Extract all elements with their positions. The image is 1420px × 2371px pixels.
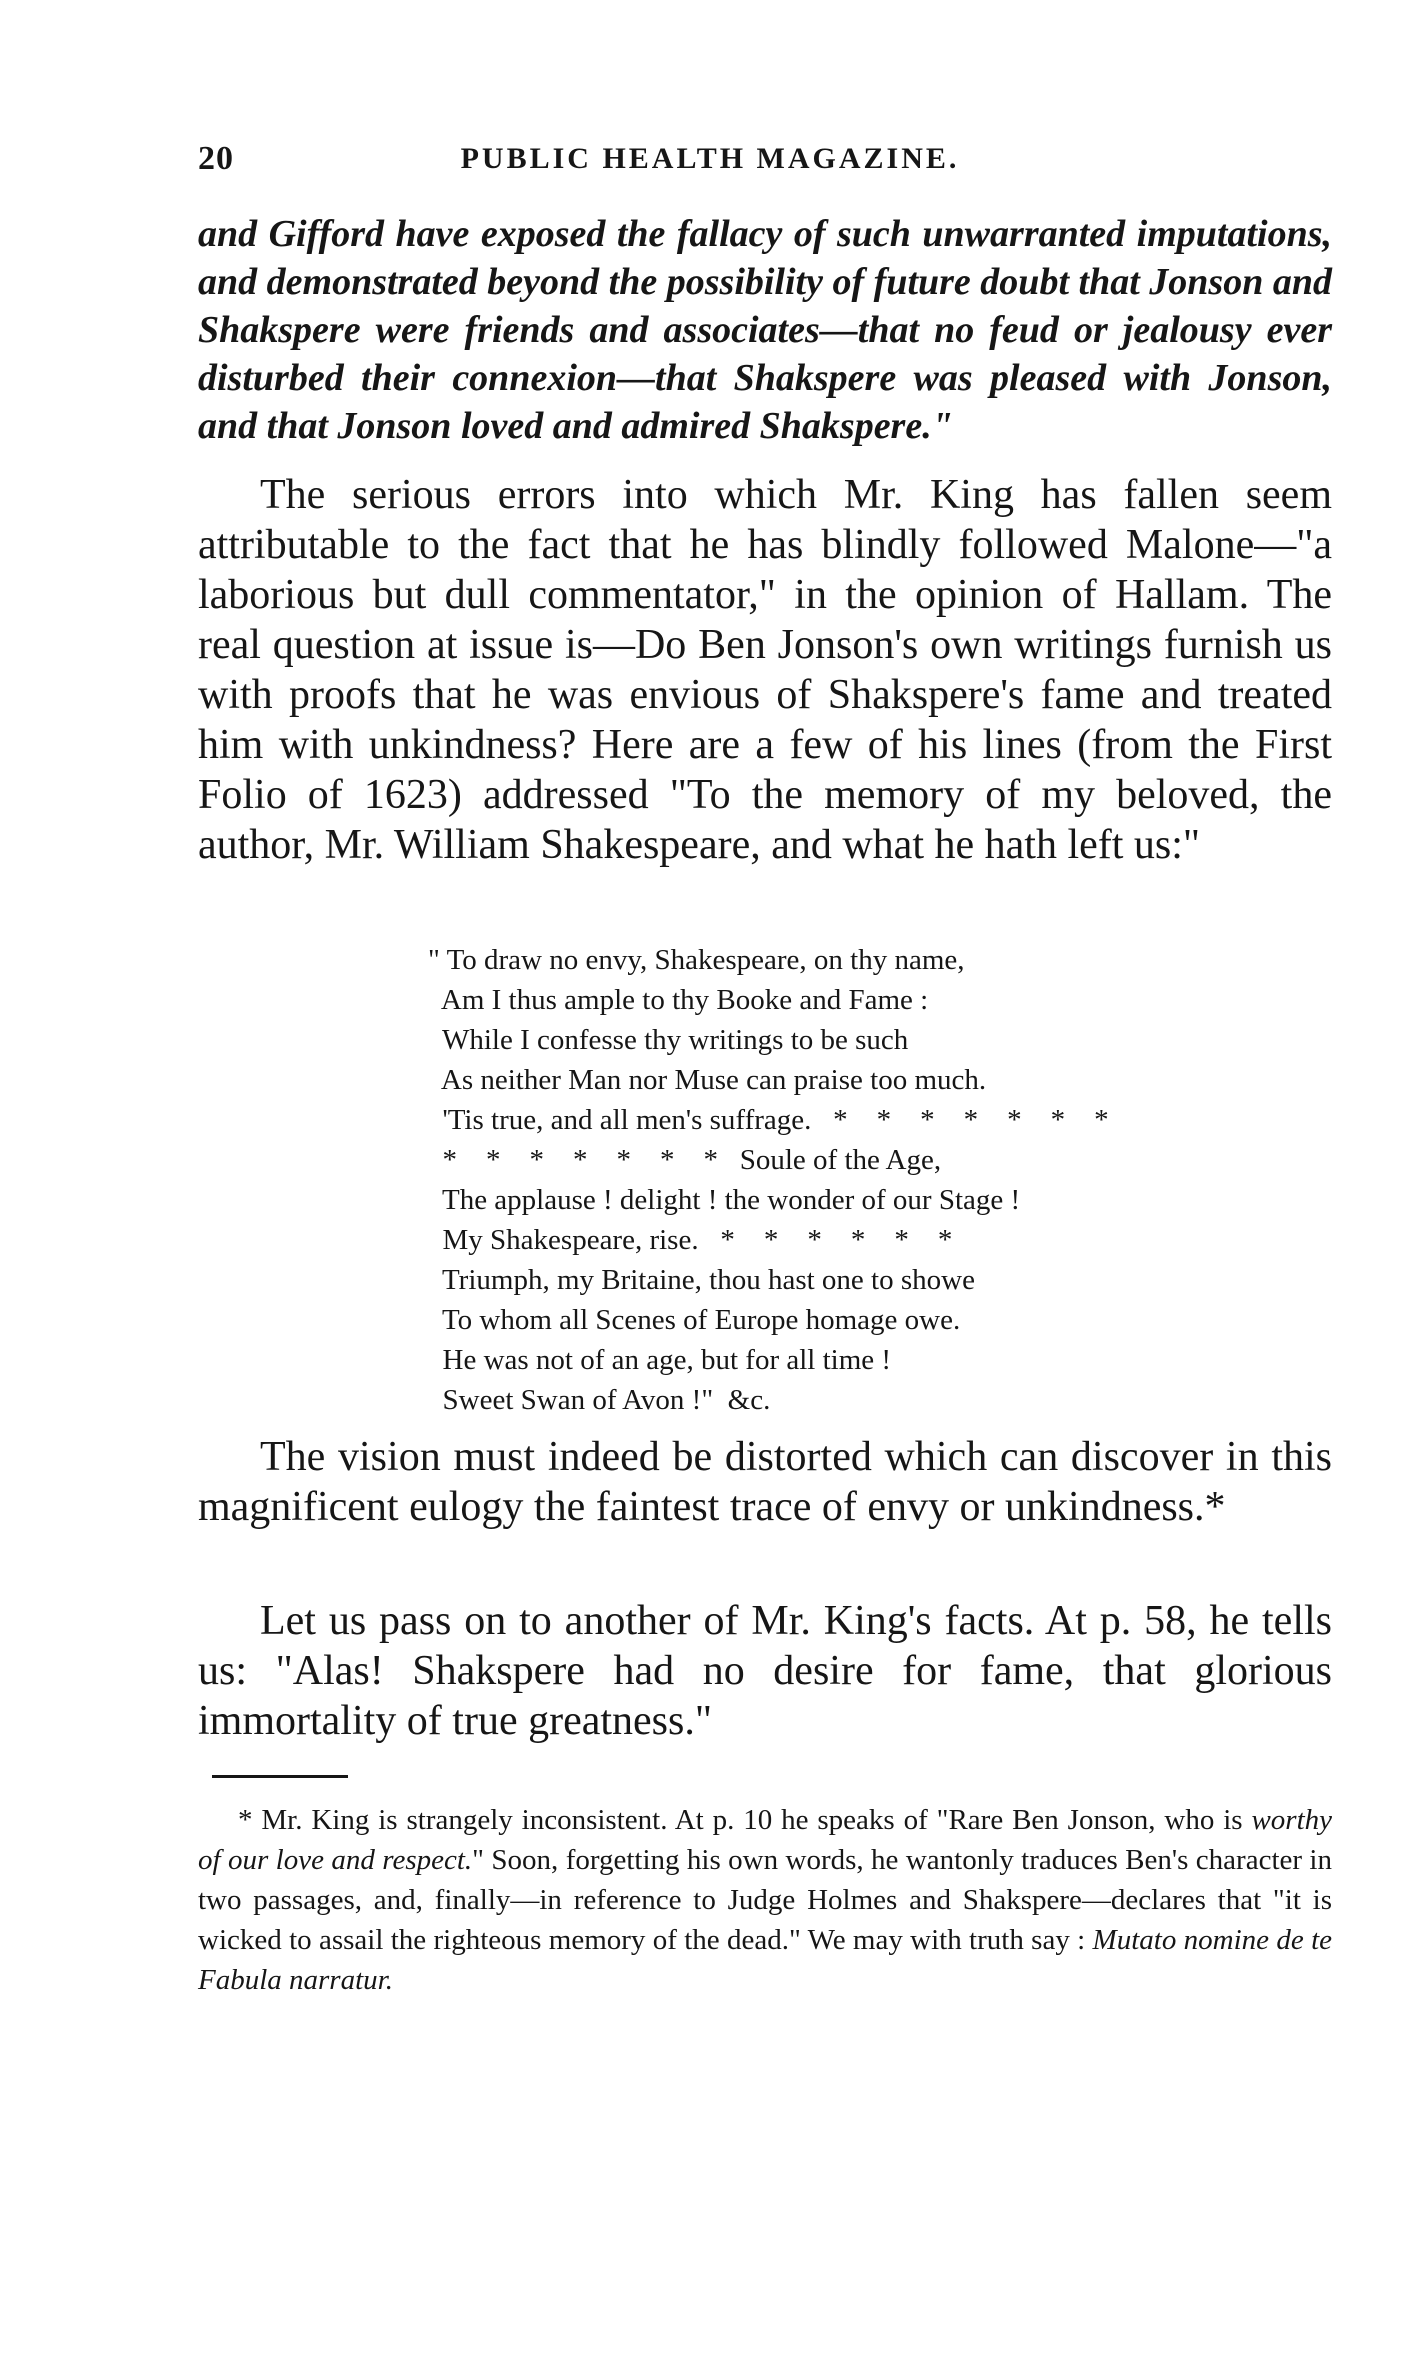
poem-line: He was not of an age, but for all time ! xyxy=(428,1344,892,1376)
paragraph-2: The vision must indeed be distorted which can discover in this magnificent eulogy the faintest trace of envy or unkindness.* xyxy=(198,1434,1332,1530)
poem-line: Triumph, my Britaine, thou hast one to showe xyxy=(428,1264,975,1296)
poem-line: The applause ! delight ! the wonder of our Stage ! xyxy=(428,1184,1021,1216)
poem-line: To whom all Scenes of Europe homage owe. xyxy=(428,1304,961,1336)
poem-quotation xyxy=(428,940,1109,1420)
quote-intro: and Gifford have exposed the fallacy of such unwarranted imputations, and demonstrated beyond the possibility of future doubt that Jonson and Shakspere were friends and associates—that no feud or jealousy ever disturbed their connexion—that Shakspere was pleased with Jonson, and that Jonson loved and admired Shakspere." xyxy=(198,213,1332,447)
footnote-text: * Mr. King is strangely inconsistent. At p. 10 he speaks of "Rare Ben Jonson, who is xyxy=(238,1804,1252,1836)
footnote-divider xyxy=(212,1775,348,1778)
poem-line: Sweet Swan of Avon !" &c. xyxy=(428,1384,771,1416)
paragraph-3: Let us pass on to another of Mr. King's facts. At p. 58, he tells us: "Alas! Shakspere had no desire for fame, that glorious immortality of true greatness." xyxy=(198,1598,1332,1744)
footnote xyxy=(198,1800,1332,2000)
poem-line: " To draw no envy, Shakespeare, on thy name, xyxy=(428,944,965,976)
poem-line: 'Tis true, and all men's suffrage. * * * * * * * xyxy=(428,1104,1109,1136)
poem-line: Am I thus ample to thy Booke and Fame : xyxy=(428,984,929,1016)
page-number: 20 xyxy=(198,140,234,177)
poem-line: While I confesse thy writings to be such xyxy=(428,1024,909,1056)
footnote-latin-phrase: Mutato nomine de te Fabula narratur. xyxy=(198,1924,1332,1996)
running-head: PUBLIC HEALTH MAGAZINE. xyxy=(460,142,960,175)
poem-line: * * * * * * * Soule of the Age, xyxy=(428,1144,942,1176)
paragraph-1: The serious errors into which Mr. King has fallen seem attributable to the fact that he has blindly followed Malone—"a laborious but dull commentator," in the opinion of Hallam. The real question at issue is—Do Ben Jonson's own writings furnish us with proofs that he was envious of Shakspere's fame and treated him with unkindness? Here are a few of his lines (from the First Folio of 1623) addressed "To the memory of my beloved, the author, Mr. William Shakespeare, and what he hath left us:" xyxy=(198,472,1332,868)
poem-line: As neither Man nor Muse can praise too much. xyxy=(428,1064,987,1096)
footnote-text: " Soon, forgetting his own words, he wantonly traduces Ben's character in two passages, and, finally—in reference to Judge Holmes and Shakspere—declares that "it is wicked to assail the righteous memory of the dead." We may with truth say : xyxy=(198,1844,1332,1956)
footnote-italic-quote: worthy of our love and respect. xyxy=(198,1804,1332,1876)
poem-line: My Shakespeare, rise. * * * * * * xyxy=(428,1224,953,1256)
